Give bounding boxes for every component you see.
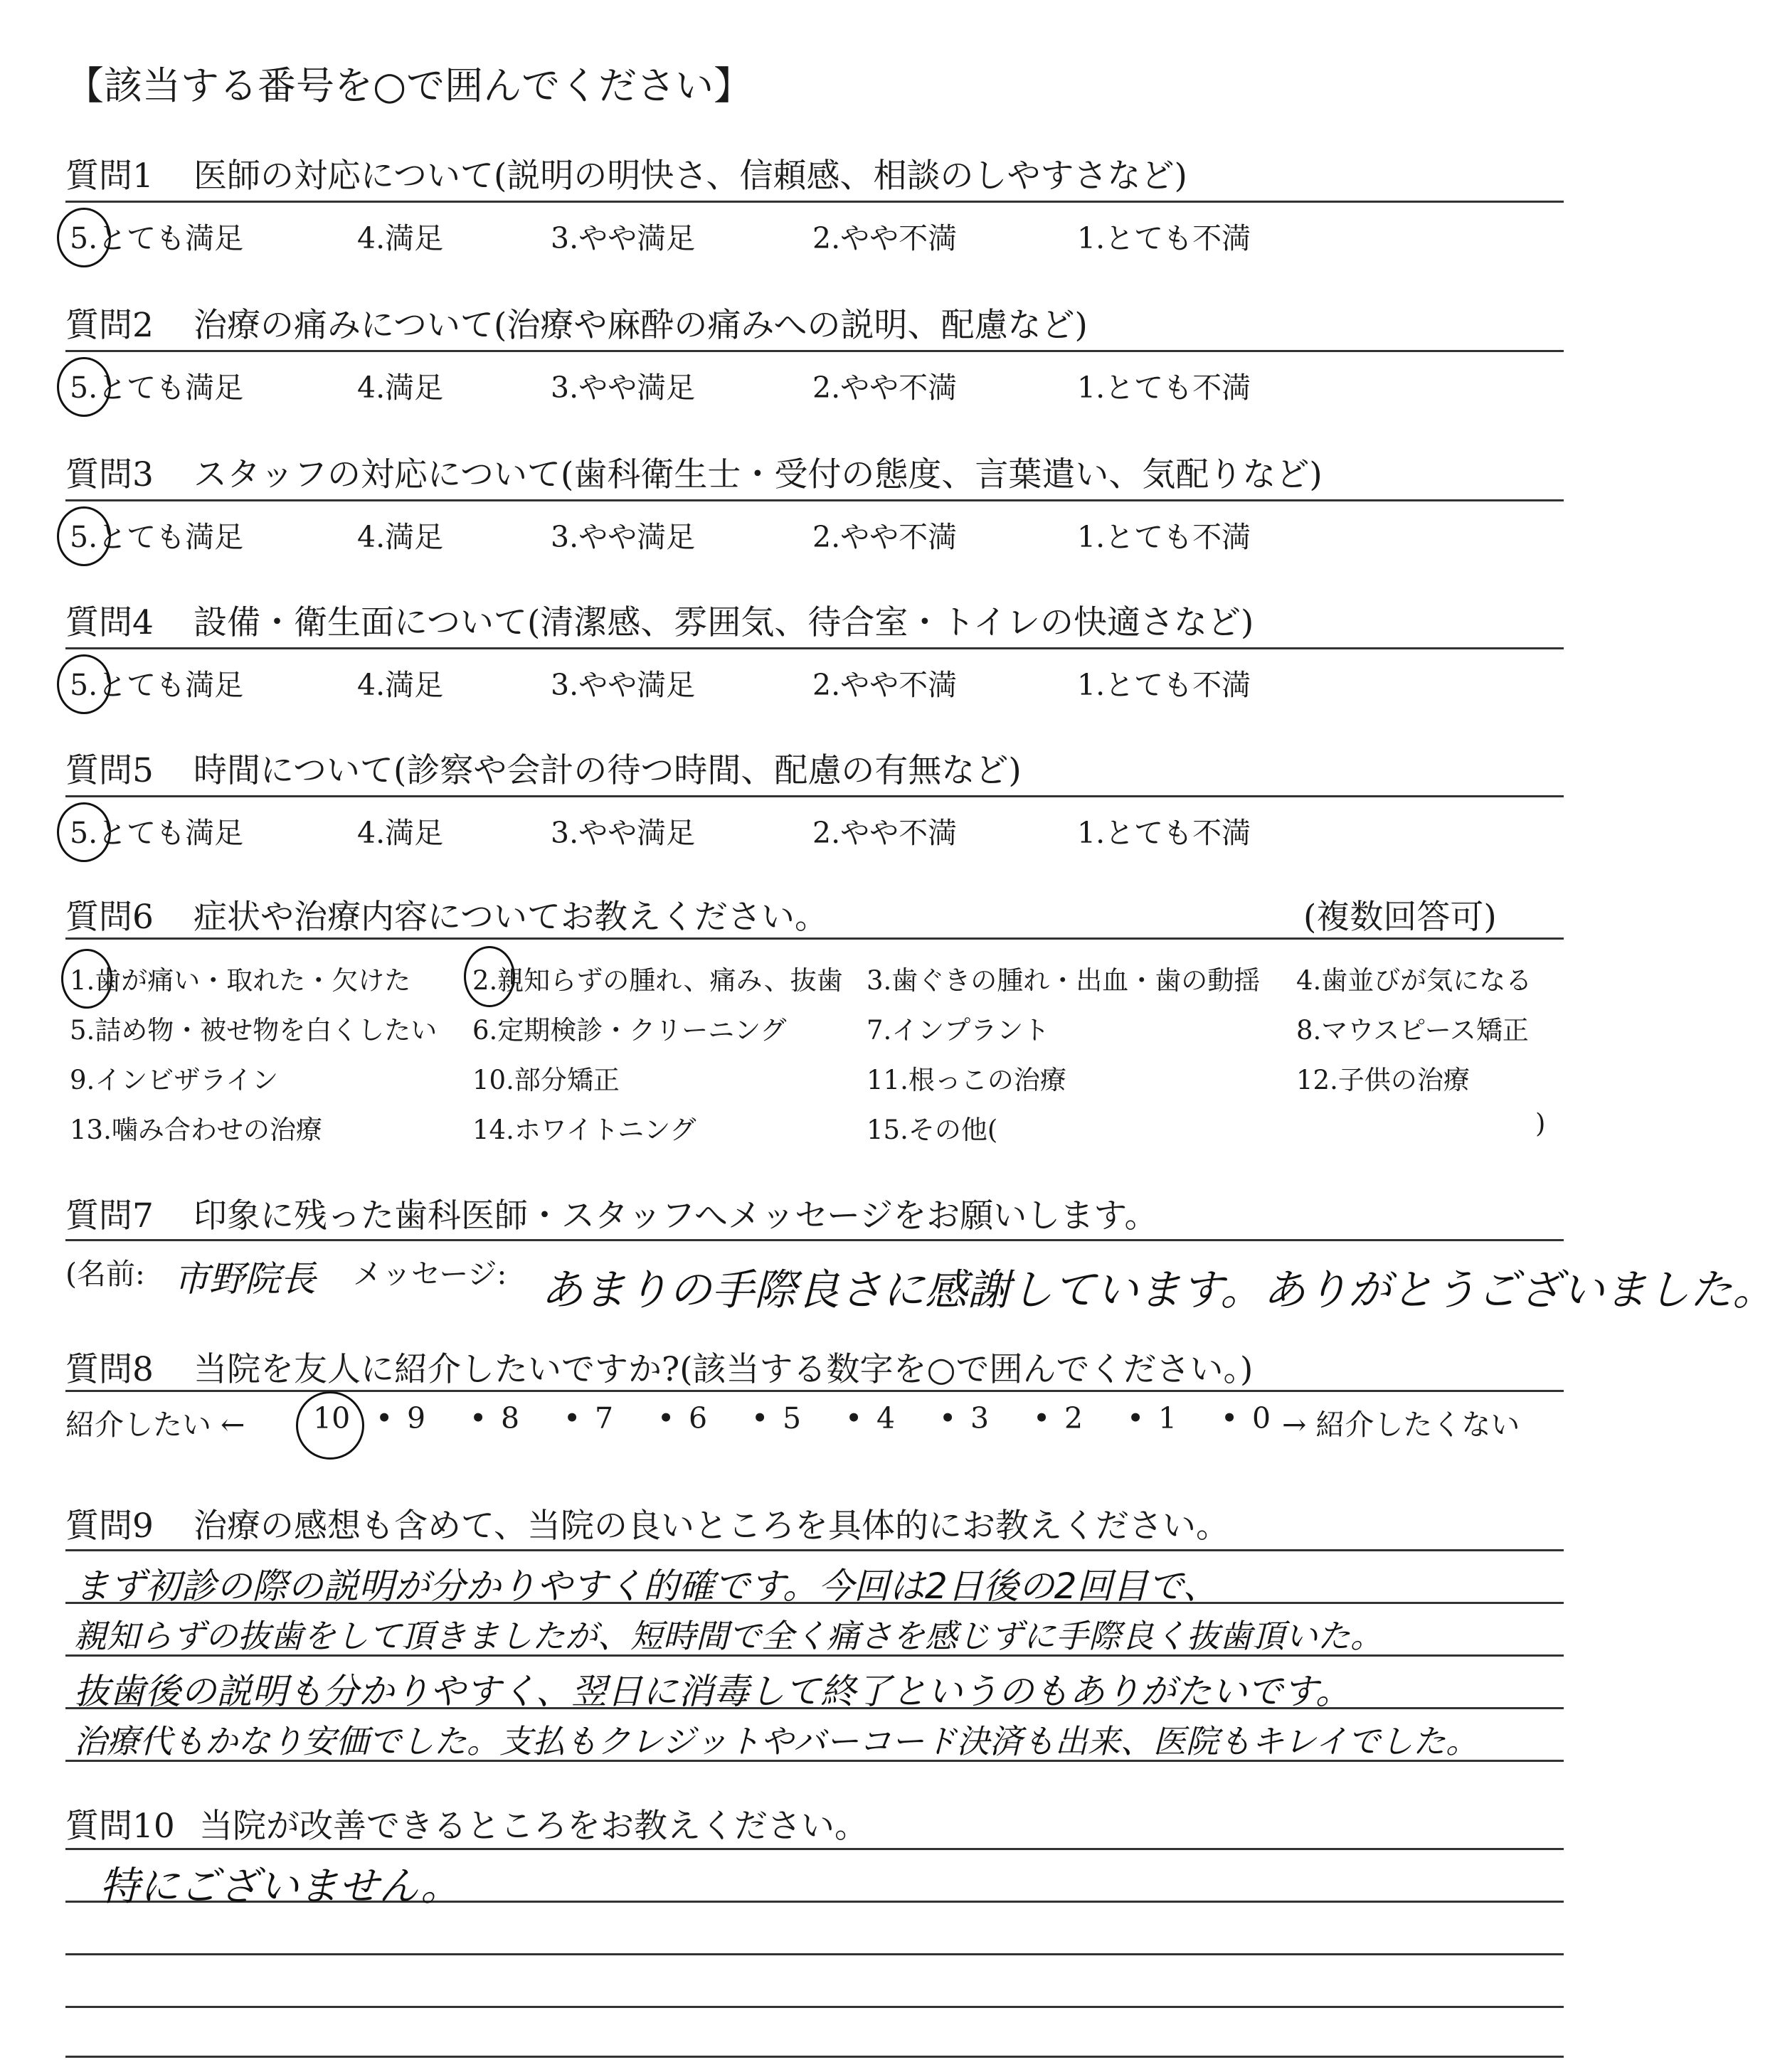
q2-text: 治療の痛みについて(治療や麻酔の痛みへの説明、配慮など)	[194, 306, 1088, 345]
q6-item-2[interactable]: 2.親知らずの腫れ、痛み、抜歯	[472, 965, 843, 996]
q4-option-1[interactable]: 1.とても不満	[1077, 668, 1251, 702]
q3-text: スタッフの対応について(歯科衛生士・受付の態度、言葉遣い、気配りなど)	[194, 455, 1323, 494]
q7-label: 質問7	[65, 1196, 154, 1236]
q1-option-3[interactable]: 3.やや満足	[551, 221, 696, 255]
q1-selection-circle[interactable]	[57, 208, 111, 267]
q9-answer-line-1[interactable]: まず初診の際の説明が分かりやすく的確です。今回は2日後の2回目で、	[74, 1566, 1219, 1607]
q6-label: 質問6	[65, 898, 154, 937]
q8-scale-1[interactable]: 1	[1158, 1401, 1177, 1435]
q8-scale-separator: •	[657, 1401, 675, 1435]
q10-answer[interactable]: 特にございません。	[100, 1864, 461, 1910]
q2-label: 質問2	[65, 306, 154, 345]
q8-scale-separator: •	[751, 1401, 769, 1435]
q3-selection-circle[interactable]	[57, 506, 111, 566]
q8-rule	[65, 1390, 1564, 1392]
q1-text: 医師の対応について(説明の明快さ、信頼感、相談のしやすさなど)	[194, 156, 1187, 196]
q5-option-1[interactable]: 1.とても不満	[1077, 816, 1251, 850]
q6-selection-circle-1[interactable]	[61, 949, 112, 1009]
q8-scale-6[interactable]: 6	[689, 1401, 708, 1435]
q8-scale-10[interactable]: 10	[313, 1401, 351, 1435]
q5-option-3[interactable]: 3.やや満足	[551, 816, 696, 850]
q8-scale-separator: •	[563, 1401, 581, 1435]
q4-option-4[interactable]: 4.満足	[357, 668, 444, 702]
q1-rule	[65, 201, 1564, 203]
q5-option-5[interactable]: 5.とても満足	[70, 816, 244, 850]
q4-option-2[interactable]: 2.やや不満	[812, 668, 958, 702]
q1-label: 質問1	[65, 156, 154, 196]
q3-option-5[interactable]: 5.とても満足	[70, 520, 244, 554]
q8-text: 当院を友人に紹介したいですか?(該当する数字を○で囲んでください。)	[194, 1350, 1254, 1389]
q5-text: 時間について(診察や会計の待つ時間、配慮の有無など)	[194, 751, 1022, 790]
q4-option-5[interactable]: 5.とても満足	[70, 668, 244, 702]
q4-option-3[interactable]: 3.やや満足	[551, 668, 696, 702]
q4-label: 質問4	[65, 603, 154, 642]
q6-item-5[interactable]: 5.詰め物・被せ物を白くしたい	[70, 1015, 438, 1046]
q4-text: 設備・衛生面について(清潔感、雰囲気、待合室・トイレの快適さなど)	[194, 603, 1254, 642]
q10-rule-5	[65, 2056, 1564, 2058]
q8-scale-9[interactable]: 9	[407, 1401, 426, 1435]
q2-selection-circle[interactable]	[57, 357, 111, 417]
q3-option-4[interactable]: 4.満足	[357, 520, 444, 554]
q2-option-5[interactable]: 5.とても満足	[70, 371, 244, 405]
q8-scale-5[interactable]: 5	[783, 1401, 802, 1435]
q8-scale-4[interactable]: 4	[876, 1401, 896, 1435]
q3-option-1[interactable]: 1.とても不満	[1077, 520, 1251, 554]
q1-option-1[interactable]: 1.とても不満	[1077, 221, 1251, 255]
q10-rule-4	[65, 2006, 1564, 2008]
q3-option-3[interactable]: 3.やや満足	[551, 520, 696, 554]
form-title: 【該当する番号を○で囲んでください】	[65, 63, 753, 108]
q6-item-15[interactable]: 15.その他(	[867, 1115, 998, 1145]
q7-message-label: メッセージ:	[353, 1257, 507, 1291]
q5-option-4[interactable]: 4.満足	[357, 816, 444, 850]
q8-scale-2[interactable]: 2	[1064, 1401, 1083, 1435]
q8-scale-separator: •	[1033, 1401, 1051, 1435]
q5-rule	[65, 795, 1564, 797]
q10-label: 質問10	[65, 1807, 175, 1846]
q8-label: 質問8	[65, 1350, 154, 1389]
q4-selection-circle[interactable]	[57, 654, 111, 714]
q6-item-12[interactable]: 12.子供の治療	[1296, 1065, 1470, 1095]
q6-item-7[interactable]: 7.インプラント	[867, 1015, 1050, 1046]
q3-label: 質問3	[65, 455, 154, 494]
q9-answer-line-4[interactable]: 治療代もかなり安価でした。支払もクレジットやバーコード決済も出来、医院もキレイでした。	[74, 1722, 1479, 1760]
q1-option-2[interactable]: 2.やや不満	[812, 221, 958, 255]
q2-rule	[65, 350, 1564, 352]
q6-text: 症状や治療内容についてお教えください。	[194, 898, 829, 937]
q2-option-2[interactable]: 2.やや不満	[812, 371, 958, 405]
q9-rule-1	[65, 1549, 1564, 1551]
q8-scale-separator: •	[939, 1401, 957, 1435]
q6-item-1[interactable]: 1.歯が痛い・取れた・欠けた	[70, 965, 411, 996]
q6-item-13[interactable]: 13.噛み合わせの治療	[70, 1115, 322, 1145]
q7-message-value[interactable]: あまりの手際良さに感謝しています。ありがとうございました。	[541, 1265, 1775, 1315]
q8-scale-0[interactable]: 0	[1252, 1401, 1271, 1435]
q8-scale-separator: •	[470, 1401, 487, 1435]
q6-other-close-paren: )	[1535, 1108, 1546, 1139]
q3-rule	[65, 499, 1564, 501]
q8-scale-separator: •	[845, 1401, 863, 1435]
q2-option-4[interactable]: 4.満足	[357, 371, 444, 405]
q1-option-5[interactable]: 5.とても満足	[70, 221, 244, 255]
q7-name-value[interactable]: 市野院長	[174, 1258, 316, 1300]
q8-right-label: → 紹介したくない	[1282, 1408, 1520, 1442]
q10-rule-1	[65, 1848, 1564, 1850]
q10-text: 当院が改善できるところをお教えください。	[199, 1807, 868, 1846]
q6-item-6[interactable]: 6.定期検診・クリーニング	[472, 1015, 787, 1046]
q8-selection-circle[interactable]	[296, 1391, 364, 1460]
q6-selection-circle-2[interactable]	[464, 946, 515, 1007]
q9-label: 質問9	[65, 1507, 154, 1546]
q5-label: 質問5	[65, 751, 154, 790]
q8-scale-8[interactable]: 8	[501, 1401, 520, 1435]
q6-item-14[interactable]: 14.ホワイトニング	[472, 1115, 696, 1145]
q8-scale-separator: •	[376, 1401, 393, 1435]
q5-selection-circle[interactable]	[57, 802, 111, 862]
q3-option-2[interactable]: 2.やや不満	[812, 520, 958, 554]
q8-left-label: 紹介したい ←	[65, 1408, 245, 1442]
q6-item-11[interactable]: 11.根っこの治療	[867, 1065, 1066, 1095]
q6-item-4[interactable]: 4.歯並びが気になる	[1296, 965, 1532, 996]
q8-scale-3[interactable]: 3	[970, 1401, 990, 1435]
q6-note: (複数回答可)	[1303, 898, 1497, 937]
q7-name-label: (名前:	[65, 1257, 145, 1291]
q7-rule	[65, 1239, 1564, 1241]
q2-option-1[interactable]: 1.とても不満	[1077, 371, 1251, 405]
q4-rule	[65, 647, 1564, 649]
q9-answer-line-3[interactable]: 抜歯後の説明も分かりやすく、翌日に消毒して終了というのもありがたいです。	[74, 1671, 1351, 1712]
q6-rule	[65, 937, 1564, 940]
q9-text: 治療の感想も含めて、当院の良いところを具体的にお教えください。	[194, 1507, 1230, 1546]
q5-option-2[interactable]: 2.やや不満	[812, 816, 958, 850]
q7-text: 印象に残った歯科医師・スタッフへメッセージをお願いします。	[194, 1196, 1158, 1236]
q10-rule-3	[65, 1953, 1564, 1955]
q6-item-9[interactable]: 9.インビザライン	[70, 1065, 279, 1095]
q6-item-3[interactable]: 3.歯ぐきの腫れ・出血・歯の動揺	[867, 965, 1261, 996]
q8-scale-7[interactable]: 7	[595, 1401, 614, 1435]
q9-answer-line-2[interactable]: 親知らずの抜歯をして頂きましたが、短時間で全く痛さを感じずに手際良く抜歯頂いた。	[74, 1617, 1383, 1655]
q6-item-10[interactable]: 10.部分矯正	[472, 1065, 620, 1095]
q6-item-8[interactable]: 8.マウスピース矯正	[1296, 1015, 1529, 1046]
q8-scale-separator: •	[1221, 1401, 1239, 1435]
q8-scale-separator: •	[1127, 1401, 1145, 1435]
q1-option-4[interactable]: 4.満足	[357, 221, 444, 255]
q2-option-3[interactable]: 3.やや満足	[551, 371, 696, 405]
